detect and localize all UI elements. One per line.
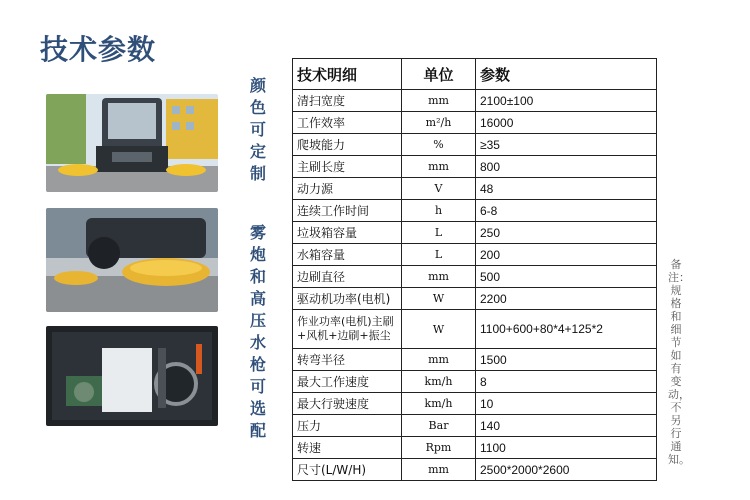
table-row bbox=[293, 415, 657, 437]
table-row bbox=[293, 266, 657, 288]
table-row bbox=[293, 222, 657, 244]
spec-value: 1100 bbox=[476, 437, 657, 459]
spec-value: 6-8 bbox=[476, 200, 657, 222]
optional-equipment-label bbox=[245, 222, 271, 442]
spec-item: 尺寸(L/W/H) bbox=[293, 459, 402, 481]
spec-value: 200 bbox=[476, 244, 657, 266]
side-brush-photo bbox=[46, 208, 218, 312]
table-row bbox=[293, 112, 657, 134]
spec-item: 连续工作时间 bbox=[293, 200, 402, 222]
spec-value: 8 bbox=[476, 371, 657, 393]
spec-value: 48 bbox=[476, 178, 657, 200]
spec-item: 主刷长度 bbox=[293, 156, 402, 178]
side-text-2: 雾炮和高压水枪可选配 bbox=[249, 223, 266, 440]
spec-item: 驱动机功率(电机) bbox=[293, 288, 402, 310]
spec-unit: km/h bbox=[402, 393, 476, 415]
spec-unit: mm bbox=[402, 459, 476, 481]
spec-item: 压力 bbox=[293, 415, 402, 437]
table-row bbox=[293, 437, 657, 459]
spec-item: 垃圾箱容量 bbox=[293, 222, 402, 244]
color-customizable-label bbox=[245, 75, 271, 185]
spec-item: 边刷直径 bbox=[293, 266, 402, 288]
spec-unit: mm bbox=[402, 266, 476, 288]
spec-value: 800 bbox=[476, 156, 657, 178]
sweeper-front-photo bbox=[46, 94, 218, 192]
table-row bbox=[293, 134, 657, 156]
table-row bbox=[293, 459, 657, 481]
table-row bbox=[293, 156, 657, 178]
spec-value: 2200 bbox=[476, 288, 657, 310]
page-title: 技术参数 bbox=[40, 33, 157, 66]
spec-unit: mm bbox=[402, 349, 476, 371]
table-row bbox=[293, 244, 657, 266]
spec-unit: L bbox=[402, 244, 476, 266]
spec-value: 2500*2000*2600 bbox=[476, 459, 657, 481]
spec-item: 最大工作速度 bbox=[293, 371, 402, 393]
spec-item: 作业功率(电机)主刷+风机+边刷+振尘 bbox=[293, 310, 402, 349]
spec-value: 2100±100 bbox=[476, 90, 657, 112]
spec-item: 工作效率 bbox=[293, 112, 402, 134]
spec-unit: mm bbox=[402, 156, 476, 178]
spec-unit: h bbox=[402, 200, 476, 222]
spec-item: 转弯半径 bbox=[293, 349, 402, 371]
spec-value: 500 bbox=[476, 266, 657, 288]
header-unit: 单位 bbox=[402, 59, 476, 90]
spec-value: 250 bbox=[476, 222, 657, 244]
table-row bbox=[293, 90, 657, 112]
spec-unit: km/h bbox=[402, 371, 476, 393]
disclaimer-note bbox=[668, 258, 690, 466]
spec-unit: L bbox=[402, 222, 476, 244]
spec-value: ≥35 bbox=[476, 134, 657, 156]
spec-value: 10 bbox=[476, 393, 657, 415]
table-row bbox=[293, 349, 657, 371]
table-row bbox=[293, 393, 657, 415]
header-value: 参数 bbox=[476, 59, 657, 90]
spec-unit: V bbox=[402, 178, 476, 200]
spec-item: 转速 bbox=[293, 437, 402, 459]
spec-value: 1100+600+80*4+125*2 bbox=[476, 310, 657, 349]
header-item: 技术明细 bbox=[293, 59, 402, 90]
spec-value: 140 bbox=[476, 415, 657, 437]
spec-unit: Bar bbox=[402, 415, 476, 437]
spec-table-header bbox=[293, 59, 657, 90]
note-text: 备注：规格和细节如有变动，不另行通知。 bbox=[668, 258, 690, 466]
table-row bbox=[293, 288, 657, 310]
spec-item: 清扫宽度 bbox=[293, 90, 402, 112]
spec-item: 爬坡能力 bbox=[293, 134, 402, 156]
spec-item: 水箱容量 bbox=[293, 244, 402, 266]
spec-table bbox=[292, 58, 657, 481]
side-text-1: 颜色可定制 bbox=[249, 76, 266, 183]
table-row bbox=[293, 310, 657, 349]
spec-item: 最大行驶速度 bbox=[293, 393, 402, 415]
spec-unit: m²/h bbox=[402, 112, 476, 134]
high-pressure-pump-photo bbox=[46, 326, 218, 426]
table-row bbox=[293, 178, 657, 200]
spec-unit: mm bbox=[402, 90, 476, 112]
table-row bbox=[293, 371, 657, 393]
spec-value: 16000 bbox=[476, 112, 657, 134]
spec-unit: Rpm bbox=[402, 437, 476, 459]
spec-item: 动力源 bbox=[293, 178, 402, 200]
spec-value: 1500 bbox=[476, 349, 657, 371]
spec-unit: % bbox=[402, 134, 476, 156]
spec-unit: W bbox=[402, 288, 476, 310]
table-row bbox=[293, 200, 657, 222]
spec-unit: W bbox=[402, 310, 476, 349]
